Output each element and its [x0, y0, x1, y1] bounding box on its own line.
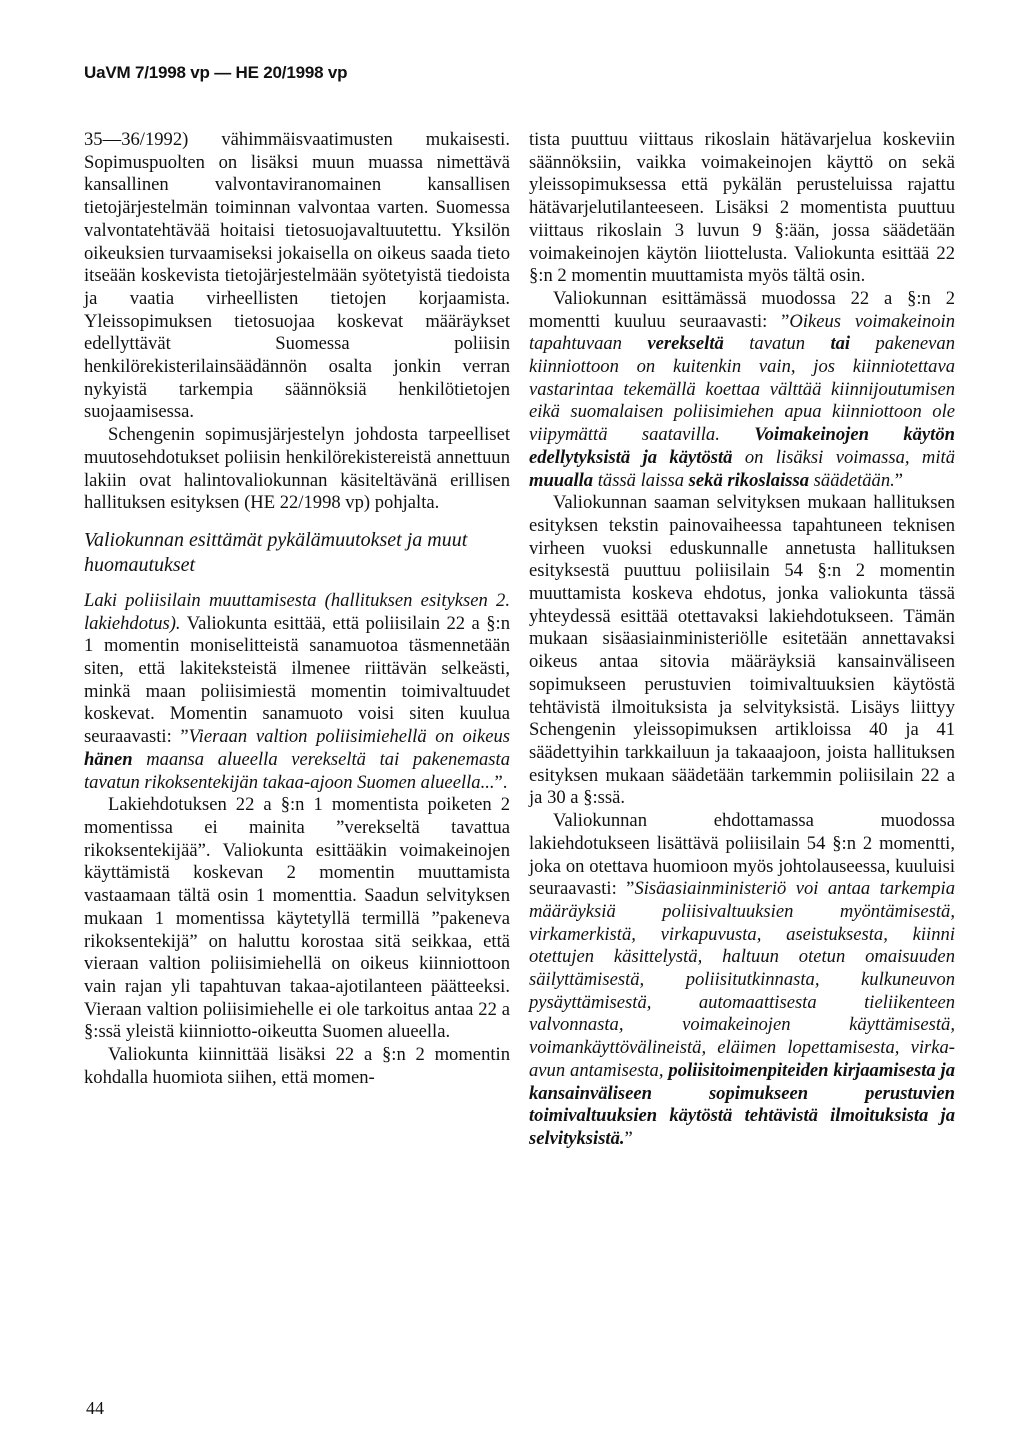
quote-text: säädetään.: [809, 469, 895, 491]
quote-text: Sisäasiainministeriö voi antaa tarkempia määräyksiä poliisivaltuuksien myöntämisestä, virkamerkistä, virkapuvusta, aseistuksesta, kiinni otettujen käsittelystä, haltuun otetun omaisuuden säilyttämisestä, poliisitutkinnasta, kulkuneuvon pysäyttämisestä, automaattisesta tieliikenteen valvonnasta, voimakeinojen käyttämisestä, voimankäyttövälineistä, eläimen lopettamisesta, virka-avun antamisesta,: [529, 878, 955, 1081]
quote-emphasis: Voimakeinojen käytön edellytyksistä ja käytöstä: [529, 424, 955, 468]
quote-text: maansa alueella verekseltä tai pakenemasta tavatun rikoksentekijän takaa-ajoon Suomen alueella...: [84, 748, 510, 793]
quote-text: pakenevan kiinniottoon on kuitenkin vain, jos kiinniotettava vastarintaa tekemällä koettaa välttää kiinnijoutumisen eikä suomalaisen poliisimiehen apua kiinniottoon ole viipymättä saatavilla.: [529, 333, 955, 446]
quote-emphasis: verekseltä: [647, 333, 724, 355]
paragraph: Lakiehdotuksen 22 a §:n 1 momentista poiketen 2 momentissa ei mainita ”verekseltä tavattua rikoksentekijää”. Valiokunta esittääkin voimakeinojen käyttämistä koskevan 2 momentin muuttamista vastaamaan tältä osin 1 momenttia. Saadun selvityksen mukaan 1 momentissa käytetyllä termillä ”pakeneva rikoksentekijä” on haluttu korostaa sitä seikkaa, että vieraan valtion poliisimiehellä on oikeus kiinniottoon vain rajan yli tapahtuvan takaa-ajotilanteen päätteeksi. Vieraan valtion poliisimiehelle ei ole tarkoitus antaa 22 a §:ssä yleistä kiinniotto-oikeutta Suomen alueella.: [84, 794, 510, 1043]
quote-text: tavatun: [723, 333, 831, 355]
quote-text: on lisäksi voimassa, mitä: [732, 446, 955, 468]
quote-text: Oikeus voimakeinoin tapahtuvaan: [529, 310, 956, 355]
paragraph: [529, 810, 955, 1151]
paragraph: Valiokunnan saaman selvityksen mukaan hallituksen esityksen tekstin painovaiheessa tapahtuneen teknisen virheen vuoksi eduskunnalle annetusta hallituksen esityksestä puuttuu poliisilain 54 §:n 2 momentin muuttamista koskeva ehdotus, jonka valiokunta tässä yhteydessä esittää otettavaksi lakiehdotukseen. Tämän mukaan sisäasiainministeriölle esitetään annettavaksi oikeus antaa sitovia määräyksiä kansainväliseen sopimukseen perustuvien toimivaltuuksien käytöstä tehtävistä ilmoituksista ja selvityksistä. Lisäys liittyy Schengenin yleissopimuksen artikloissa 40 ja 41 säädettyihin tarkkailuun ja takaaajoon, joista hallituksen esityksen mukaan säädetään tarkemmin poliisilain 22 a ja 30 a §:ssä.: [529, 492, 955, 809]
paragraph: 35—36/1992) vähimmäisvaatimusten mukaisesti. Sopimuspuolten on lisäksi muun muassa nimettävä kansallinen valvontaviranomainen kansallisen tietojärjestelmän toiminnan valvontaa varten. Suomessa valvontatehtävää hoitaisi tietosuojavaltuutettu. Yksilön oikeuksien turvaamiseksi jokaisella on oikeus saada tieto itseään koskevista tietojärjestelmään syötetyistä tiedoista ja vaatia virheellisten tietojen korjaamista. Yleissopimuksen tietosuojaa koskevat määräykset edellyttävät Suomessa poliisin henkilörekisterilainsäädännön osalta jonkin verran nykyistä tarkempia säännöksiä henkilötietojen suojaamisessa.: [84, 129, 510, 423]
quote-emphasis: sekä rikoslaissa: [688, 469, 810, 491]
quote-emphasis: tai: [830, 333, 851, 355]
document-header: UaVM 7/1998 vp — HE 20/1998 vp: [84, 63, 348, 82]
quote-emphasis: poliisitoimenpiteiden kirjaamisesta ja kansainväliseen sopimukseen perustuvien toimivaltuuksien käytöstä tehtävistä ilmoituksista ja selvityksistä.: [529, 1059, 955, 1149]
quote-emphasis: hänen: [84, 748, 133, 770]
paragraph: [529, 288, 955, 492]
text-run: ”: [894, 469, 904, 491]
text-run: Valiokunnan ehdottamassa muodossa lakiehdotukseen lisättävä poliisilain 54 §:n 2 momentti, joka on otettava huomioon myös johtolauseessa, kuuluisi seuraavasti: ”: [529, 810, 955, 900]
right-column: [529, 129, 955, 1151]
text-run: Valiokunta esittää, että poliisilain 22 a §:n 1 momentin moniselitteistä sanamuotoa täsmennetään siten, että lakiteksteistä ilmenee riittävän selkeästi, minkä maan poliisimiestä momentin toimivaltuudet koskevat. Momentin sanamuoto voisi siten kuulua seuraavasti: ”: [84, 612, 510, 748]
quote-text: tässä laissa: [593, 469, 689, 491]
paragraph: Schengenin sopimusjärjestelyn johdosta tarpeelliset muutosehdotukset poliisin henkilörekistereistä annettuun lakiin ovat halintovaliokunnan käsiteltävänä erillisen hallituksen esityksen (HE 22/1998 vp) pohjalta.: [84, 424, 510, 514]
law-title: Laki poliisilain muuttamisesta (hallituksen esityksen 2. lakiehdotus).: [84, 589, 510, 634]
text-run: ”.: [494, 771, 508, 793]
quote-emphasis: muualla: [529, 469, 594, 491]
quote-text: Vieraan valtion poliisimiehellä on oikeus: [188, 726, 511, 748]
paragraph: tista puuttuu viittaus rikoslain hätävarjelua koskeviin säännöksiin, vaikka voimakeinojen käyttö on sekä yleissopimuksessa että pykälän perusteluissa rajattu hätävarjelutilanteeseen. Lisäksi 2 momentista puuttuu viittaus rikoslain 3 luvun 9 §:ään, jossa säädetään voimakeinojen käytön liiottelusta. Valiokunta esittää 22 §:n 2 momentin muuttamista myös tältä osin.: [529, 129, 955, 287]
text-run: Valiokunnan esittämässä muodossa 22 a §:n 2 momentti kuuluu seuraavasti: ”: [529, 287, 955, 332]
page-number: 44: [86, 1398, 104, 1418]
section-heading: Valiokunnan esittämät pykälämuutokset ja muut huomautukset: [84, 528, 468, 576]
text-run: ”: [624, 1127, 633, 1149]
left-column: [84, 129, 510, 1089]
paragraph: [84, 590, 510, 794]
paragraph: Valiokunta kiinnittää lisäksi 22 a §:n 2 momentin kohdalla huomiota siihen, että momen-: [84, 1044, 510, 1088]
